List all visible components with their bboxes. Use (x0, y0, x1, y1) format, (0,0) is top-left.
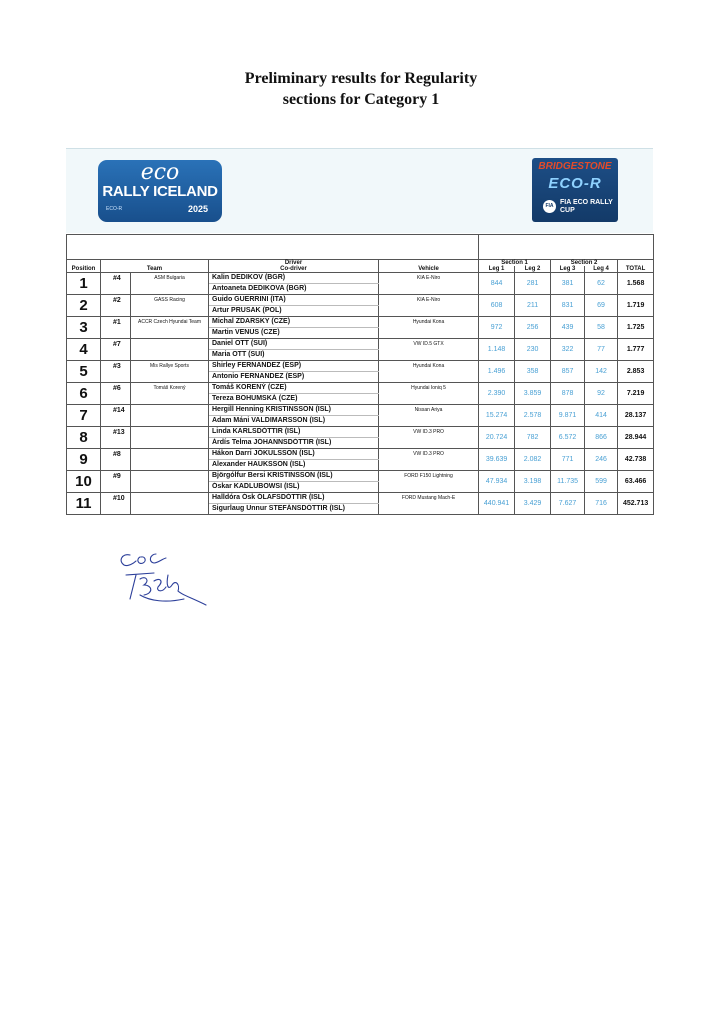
leg-1-value: 440.941 (479, 493, 515, 515)
result-row (67, 471, 654, 482)
vehicle-cell: Hyundai Kona (379, 317, 479, 339)
car-number-cell: #4 (101, 273, 131, 295)
leg-2-value: 230 (515, 339, 551, 361)
leg-2-value: 3.198 (515, 471, 551, 493)
driver-name: Daniel OTT (SUI) (209, 339, 379, 350)
leg-1-value: 1.148 (479, 339, 515, 361)
fia-icon: FIA (543, 200, 556, 213)
leg-1-value: 608 (479, 295, 515, 317)
leg-4-value: 599 (585, 471, 618, 493)
car-number-cell: #8 (101, 449, 131, 471)
result-row (67, 273, 654, 284)
co-driver-name: Tereza BOHUMSKÁ (CZE) (209, 394, 379, 405)
leg-4-value: 77 (585, 339, 618, 361)
co-driver-name: Maria OTT (SUI) (209, 350, 379, 361)
total-value: 28.137 (618, 405, 654, 427)
leg-4-value: 716 (585, 493, 618, 515)
eco-rally-cup-text: FIA ECO RALLY CUP (560, 199, 613, 214)
position-cell: 2 (67, 295, 101, 317)
co-driver-name: Alexander HAUKSSON (ISL) (209, 460, 379, 471)
driver-name: Kalin DEDIKOV (BGR) (209, 273, 379, 284)
result-row (67, 427, 654, 438)
leg-2-value: 3.429 (515, 493, 551, 515)
leg-3-value: 9.871 (551, 405, 585, 427)
bridgestone-text: BRIDGESTONE (538, 161, 612, 172)
leg-1-value: 15.274 (479, 405, 515, 427)
leg-2-value: 2.578 (515, 405, 551, 427)
leg-1-value: 20.724 (479, 427, 515, 449)
leg-4-value: 246 (585, 449, 618, 471)
co-driver-name: Árdís Telma JÓHANNSDÓTTIR (ISL) (209, 438, 379, 449)
team-cell: Tomáš Korený (131, 383, 209, 405)
driver-name: Hergill Henning KRISTINSSON (ISL) (209, 405, 379, 416)
handwritten-signature (110, 545, 220, 609)
leg-4-value: 142 (585, 361, 618, 383)
vehicle-cell: FORD Mustang Mach-E (379, 493, 479, 515)
team-cell (131, 471, 209, 493)
vehicle-cell: KIA E-Niro (379, 295, 479, 317)
vehicle-cell: Nissan Ariya (379, 405, 479, 427)
position-cell: 1 (67, 273, 101, 295)
car-number-cell: #3 (101, 361, 131, 383)
result-row (67, 361, 654, 372)
header-team: Team (101, 260, 209, 273)
team-cell (131, 405, 209, 427)
page-title (0, 68, 722, 110)
total-value: 42.738 (618, 449, 654, 471)
leg-3-value: 878 (551, 383, 585, 405)
header-leg-4: Leg 4 (585, 266, 618, 273)
team-cell (131, 339, 209, 361)
leg-4-value: 62 (585, 273, 618, 295)
leg-3-value: 439 (551, 317, 585, 339)
driver-name: Linda KARLSDÓTTIR (ISL) (209, 427, 379, 438)
co-driver-name: Óskar KADLUBOWSI (ISL) (209, 482, 379, 493)
leg-1-value: 39.639 (479, 449, 515, 471)
team-cell: ACCR Czech Hyundai Team (131, 317, 209, 339)
total-value: 1.719 (618, 295, 654, 317)
leg-3-value: 7.627 (551, 493, 585, 515)
car-number-cell: #14 (101, 405, 131, 427)
co-driver-name: Martin VENUS (CZE) (209, 328, 379, 339)
results-rows (67, 273, 654, 515)
leg-2-value: 358 (515, 361, 551, 383)
header-vehicle: Vehicle (379, 260, 479, 273)
vehicle-cell: VW ID.3 PRO (379, 427, 479, 449)
leg-2-value: 211 (515, 295, 551, 317)
leg-3-value: 381 (551, 273, 585, 295)
position-cell: 11 (67, 493, 101, 515)
leg-2-value: 782 (515, 427, 551, 449)
leg-3-value: 322 (551, 339, 585, 361)
team-cell: ASM Bulgaria (131, 273, 209, 295)
leg-1-value: 972 (479, 317, 515, 339)
header-leg-1: Leg 1 (479, 266, 515, 273)
driver-name: Björgólfur Bersi KRISTINSSON (ISL) (209, 471, 379, 482)
car-number-cell: #13 (101, 427, 131, 449)
driver-name: Guido GUERRINI (ITA) (209, 295, 379, 306)
car-number-cell: #10 (101, 493, 131, 515)
total-value: 1.777 (618, 339, 654, 361)
driver-name: Halldóra Ósk ÓLAFSDÓTTIR (ISL) (209, 493, 379, 504)
vehicle-cell: KIA E-Niro (379, 273, 479, 295)
eco-r-text: ECO-R (548, 175, 602, 192)
result-row (67, 339, 654, 350)
car-number-cell: #2 (101, 295, 131, 317)
total-value: 28.944 (618, 427, 654, 449)
total-value: 7.219 (618, 383, 654, 405)
total-value: 2.853 (618, 361, 654, 383)
result-row (67, 383, 654, 394)
position-cell: 3 (67, 317, 101, 339)
leg-2-value: 2.082 (515, 449, 551, 471)
header-spacer-right (479, 235, 654, 260)
car-number-cell: #9 (101, 471, 131, 493)
vehicle-cell: Hyundai Kona (379, 361, 479, 383)
header-section-2: Section 2 (551, 260, 618, 267)
header-spacer (67, 235, 479, 260)
vehicle-cell: Hyundai Ioniq 5 (379, 383, 479, 405)
leg-3-value: 11.735 (551, 471, 585, 493)
car-number-cell: #6 (101, 383, 131, 405)
title-line-2: sections for Category 1 (282, 91, 440, 108)
total-value: 1.568 (618, 273, 654, 295)
driver-name: Michal ZDARSKY (CZE) (209, 317, 379, 328)
leg-2-value: 281 (515, 273, 551, 295)
leg-3-value: 831 (551, 295, 585, 317)
co-driver-name: Artur PRUSAK (POL) (209, 306, 379, 317)
leg-1-value: 2.390 (479, 383, 515, 405)
logo-subtext: ECO-R (106, 206, 123, 212)
position-cell: 5 (67, 361, 101, 383)
leg-4-value: 92 (585, 383, 618, 405)
leg-1-value: 47.934 (479, 471, 515, 493)
logo-rally-iceland-text: RALLY ICELAND (102, 183, 218, 200)
header-total: TOTAL (618, 260, 654, 273)
header-driver: Driver (209, 260, 379, 267)
position-cell: 4 (67, 339, 101, 361)
fia-eco-rally-cup-logo (532, 158, 618, 222)
leg-4-value: 58 (585, 317, 618, 339)
team-cell: Mis Rallye Sports (131, 361, 209, 383)
result-row (67, 317, 654, 328)
co-driver-name: Sigurlaug Unnur STEFÁNSDÓTTIR (ISL) (209, 504, 379, 515)
car-number-cell: #7 (101, 339, 131, 361)
leg-1-value: 844 (479, 273, 515, 295)
leg-2-value: 256 (515, 317, 551, 339)
position-cell: 9 (67, 449, 101, 471)
total-value: 1.725 (618, 317, 654, 339)
team-cell (131, 449, 209, 471)
leg-1-value: 1.496 (479, 361, 515, 383)
result-row (67, 493, 654, 504)
leg-2-value: 3.859 (515, 383, 551, 405)
result-row (67, 295, 654, 306)
leg-3-value: 857 (551, 361, 585, 383)
logo-year: 2025 (187, 204, 208, 214)
driver-name: Hákon Darri JÓKULSSON (ISL) (209, 449, 379, 460)
position-cell: 6 (67, 383, 101, 405)
header-co-driver: Co-driver (209, 266, 379, 273)
logo-eco-text: eco (140, 160, 180, 185)
team-cell (131, 493, 209, 515)
position-cell: 8 (67, 427, 101, 449)
co-driver-name: Antoaneta DEDIKOVA (BGR) (209, 284, 379, 295)
logo-banner (66, 148, 653, 233)
header-section-1: Section 1 (479, 260, 551, 267)
leg-4-value: 414 (585, 405, 618, 427)
position-cell: 7 (67, 405, 101, 427)
vehicle-cell: VW ID.3 PRO (379, 449, 479, 471)
leg-4-value: 69 (585, 295, 618, 317)
rally-iceland-logo (98, 160, 222, 222)
header-leg-3: Leg 3 (551, 266, 585, 273)
results-table-wrapper (66, 234, 653, 515)
team-cell (131, 427, 209, 449)
leg-3-value: 771 (551, 449, 585, 471)
total-value: 63.466 (618, 471, 654, 493)
result-row (67, 405, 654, 416)
team-cell: GASS Racing (131, 295, 209, 317)
vehicle-cell: FORD F150 Lightning (379, 471, 479, 493)
car-number-cell: #1 (101, 317, 131, 339)
total-value: 452.713 (618, 493, 654, 515)
leg-4-value: 866 (585, 427, 618, 449)
results-table (66, 234, 654, 515)
driver-name: Shirley FERNANDEZ (ESP) (209, 361, 379, 372)
co-driver-name: Adam Máni VALDIMARSSON (ISL) (209, 416, 379, 427)
header-position: Position (67, 260, 101, 273)
title-line-1: Preliminary results for Regularity (244, 70, 478, 87)
co-driver-name: Antonio FERNANDEZ (ESP) (209, 372, 379, 383)
result-row (67, 449, 654, 460)
position-cell: 10 (67, 471, 101, 493)
vehicle-cell: VW ID.5 GTX (379, 339, 479, 361)
header-leg-2: Leg 2 (515, 266, 551, 273)
driver-name: Tomáš KORENÝ (CZE) (209, 383, 379, 394)
leg-3-value: 6.572 (551, 427, 585, 449)
